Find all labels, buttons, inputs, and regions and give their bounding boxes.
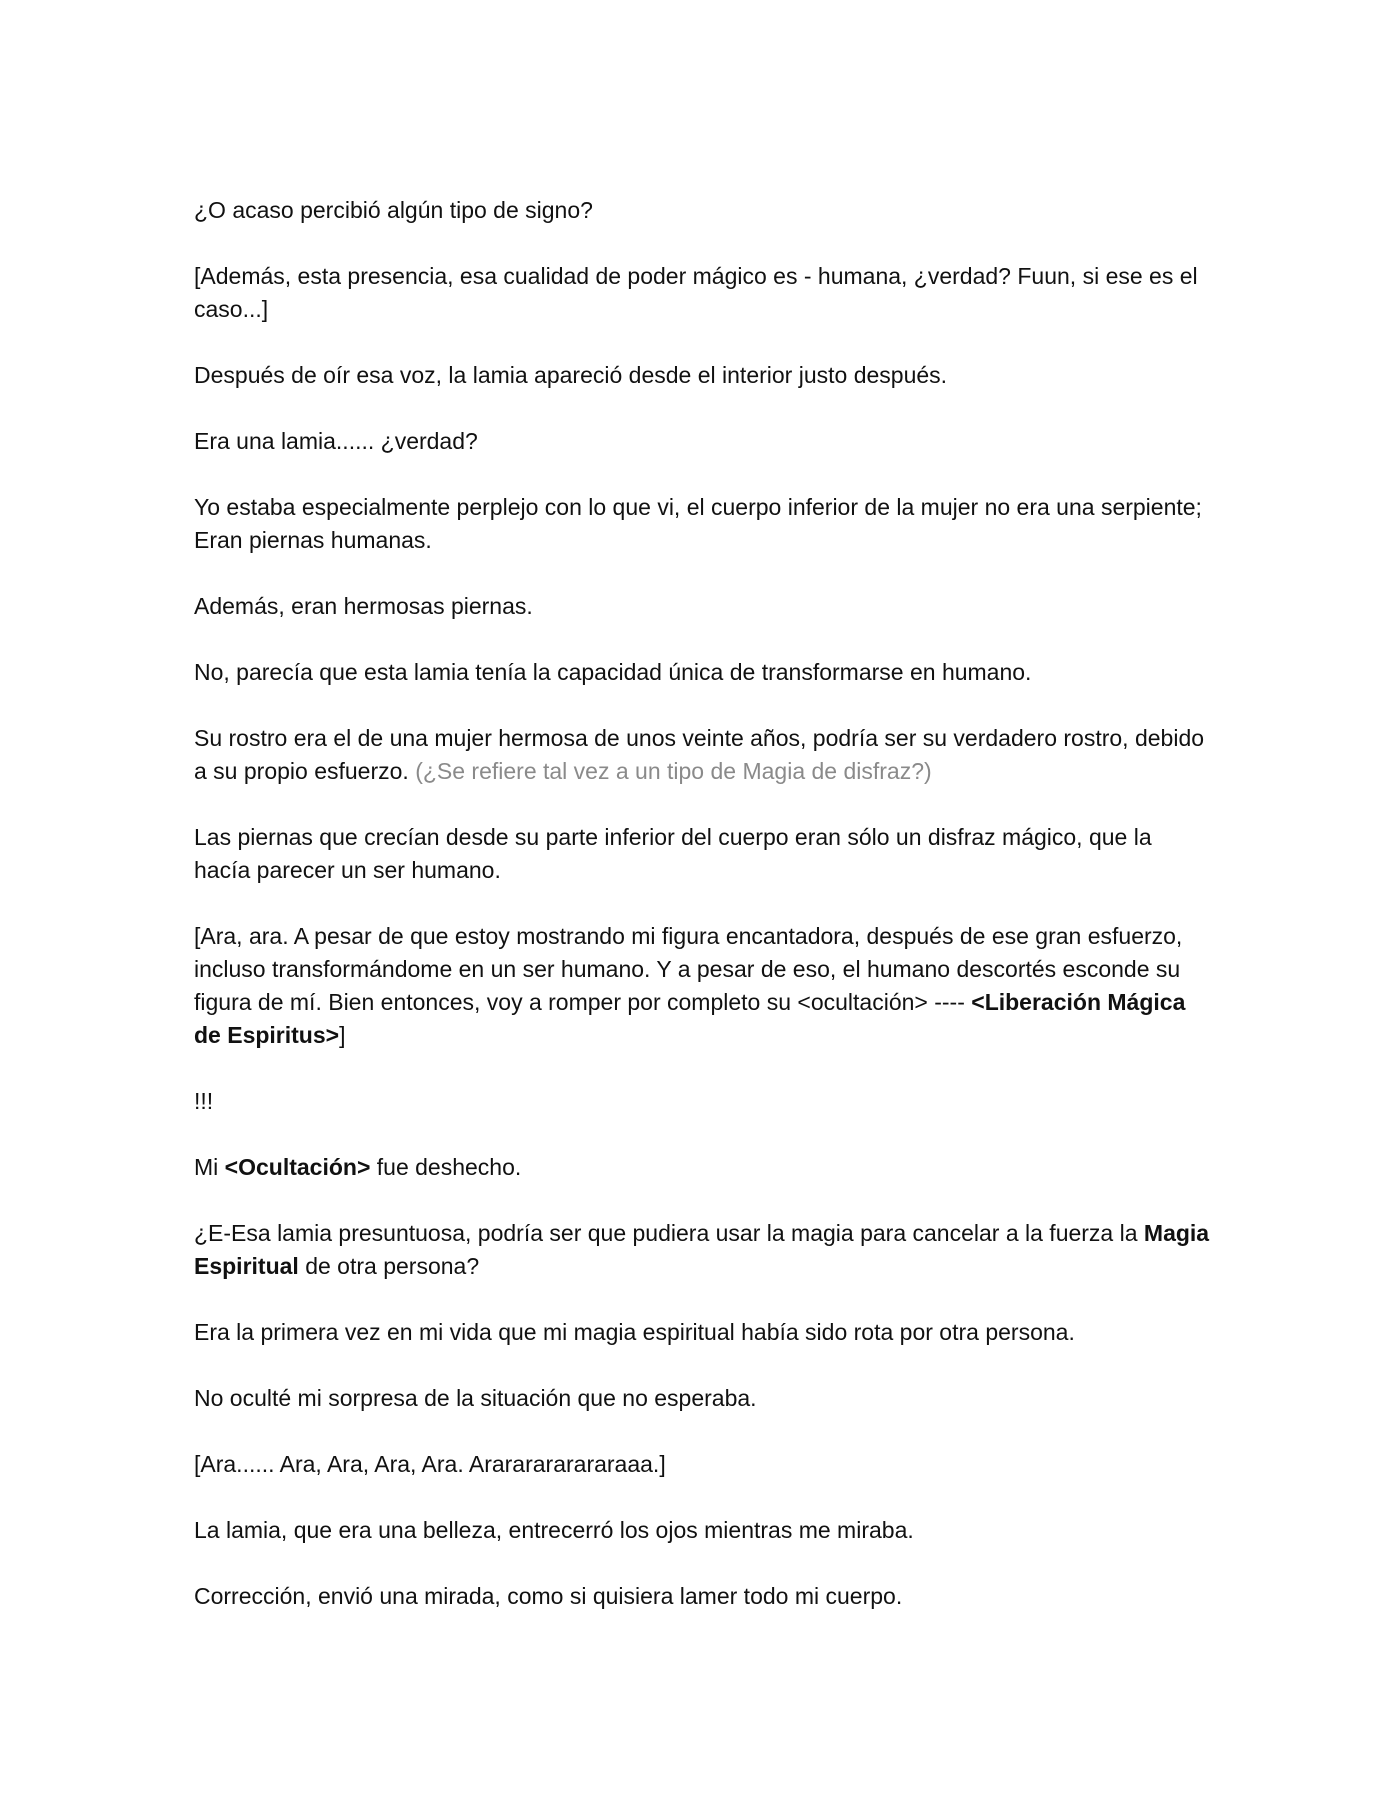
paragraph-10-text: [Ara, ara. A pesar de que estoy mostrando mi figura encantadora, después de ese gran esfuerzo, incluso transformándome en un ser humano. Y a pesar de eso, el humano descortés esconde su figura de mí. Bien entonces, voy a romper por completo su <ocultación> ---- [194,923,1183,1015]
paragraph-15: No oculté mi sorpresa de la situación que no esperaba. [194,1385,757,1411]
paragraph-11: !!! [194,1088,214,1114]
paragraph-8-text: Su rostro era el de una mujer hermosa de unos veinte años, podría ser su verdadero rostro, debido a su propio esfuerzo. [194,725,1205,784]
paragraph-16: [Ara...... Ara, Ara, Ara, Ara. Arararararararaaa.] [194,1451,666,1477]
spell-name-bold: <Liberación Mágica de Espiritus> [194,989,1186,1048]
paragraph-14: Era la primera vez en mi vida que mi magia espiritual había sido rota por otra persona. [194,1319,1075,1345]
paragraph-7: No, parecía que esta lamia tenía la capacidad única de transformarse en humano. [194,659,1032,685]
paragraph-5: Yo estaba especialmente perplejo con lo que vi, el cuerpo inferior de la mujer no era una serpiente; Eran piernas humanas. [194,494,1202,553]
ocultacion-bold: <Ocultación> [224,1154,371,1180]
paragraph-9: Las piernas que crecían desde su parte inferior del cuerpo eran sólo un disfraz mágico, que la hacía parecer un ser humano. [194,824,1152,883]
paragraph-2: [Además, esta presencia, esa cualidad de poder mágico es - humana, ¿verdad? Fuun, si ese es el caso...] [194,263,1198,322]
paragraph-12-post: fue deshecho. [376,1154,522,1180]
paragraph-12 [194,1151,1210,1184]
paragraph-6: Además, eran hermosas piernas. [194,593,533,619]
document-body [194,194,1210,1646]
paragraph-13-pre: ¿E-Esa lamia presuntuosa, podría ser que pudiera usar la magia para cancelar a la fuerza la [194,1220,1138,1246]
paragraph-13 [194,1217,1210,1283]
paragraph-8 [194,722,1210,788]
paragraph-10 [194,920,1210,1052]
magia-espiritual-bold: Magia Espiritual [194,1220,1210,1279]
paragraph-17: La lamia, que era una belleza, entrecerró los ojos mientras me miraba. [194,1517,914,1543]
paragraph-18: Corrección, envió una mirada, como si quisiera lamer todo mi cuerpo. [194,1583,903,1609]
paragraph-12-pre: Mi [194,1154,219,1180]
paragraph-10-end: ] [339,1022,346,1048]
translator-note: (¿Se refiere tal vez a un tipo de Magia de disfraz?) [415,758,932,784]
paragraph-4: Era una lamia...... ¿verdad? [194,428,478,454]
paragraph-3: Después de oír esa voz, la lamia apareció desde el interior justo después. [194,362,948,388]
paragraph-1: ¿O acaso percibió algún tipo de signo? [194,197,593,223]
paragraph-13-post: de otra persona? [305,1253,480,1279]
